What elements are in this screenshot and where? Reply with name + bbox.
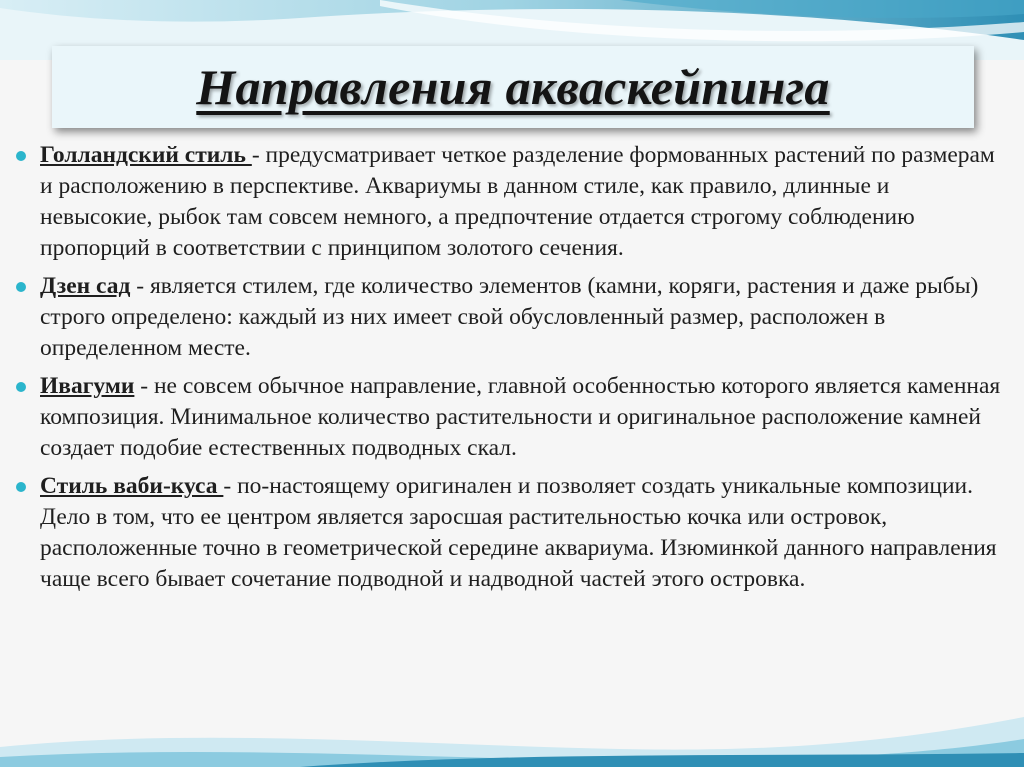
title-box bbox=[52, 46, 974, 128]
bullet-icon bbox=[16, 382, 26, 392]
item-term: Ивагуми bbox=[40, 373, 135, 399]
item-text: - по-настоящему оригинален и позволяет создать уникальные композиции. Дело в том, что ее центром является заросшая растительностью кочка или островок, расположенные точно в геометрической середине аквариума. Изюминкой данного направления чаще всего бывает сочетание подводной и надводной частей этого островка. bbox=[40, 473, 997, 592]
slide-title: Направления акваскейпинга bbox=[196, 59, 830, 115]
bullet-list bbox=[16, 140, 1001, 602]
bullet-icon bbox=[16, 282, 26, 292]
bullet-icon bbox=[16, 151, 26, 161]
item-term: Стиль ваби-куса bbox=[40, 473, 224, 499]
item-text: - предусматривает четкое разделение формованных растений по размерам и расположению в перспективе. Аквариумы в данном стиле, как правило, длинные и невысокие, рыбок там совсем немного, а предпочтение отдается строгому соблюдению пропорций в соответствии с принципом золотого сечения. bbox=[40, 142, 995, 261]
item-text: - не совсем обычное направление, главной особенностью которого является каменная композиция. Минимальное количество растительности и оригинальное расположение камней создает подобие естественных подводных скал. bbox=[40, 373, 1001, 461]
item-term: Голландский стиль bbox=[40, 142, 252, 168]
item-text: - является стилем, где количество элементов (камни, коряги, растения и даже рыбы) строго определено: каждый из них имеет свой обусловленный размер, расположен в определенном месте. bbox=[40, 273, 979, 361]
list-item bbox=[16, 271, 1001, 364]
list-item bbox=[16, 140, 1001, 264]
list-item bbox=[16, 471, 1001, 595]
bottom-wave-decoration bbox=[0, 687, 1024, 767]
bullet-icon bbox=[16, 482, 26, 492]
list-item bbox=[16, 371, 1001, 464]
item-term: Дзен сад bbox=[40, 273, 131, 299]
